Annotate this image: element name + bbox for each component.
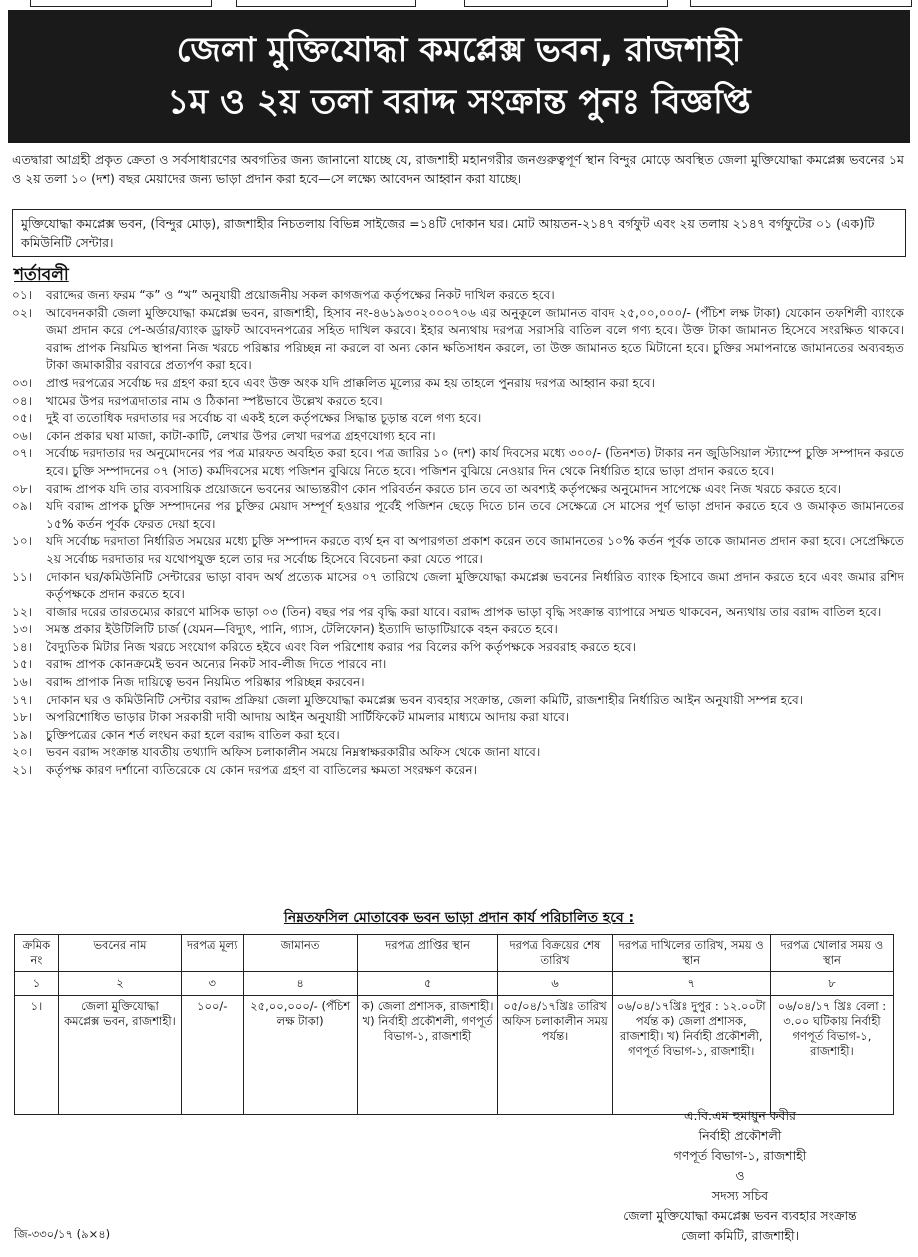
column-index-cell: ৫ xyxy=(357,972,498,996)
term-text: দুই বা ততোধিক দরদাতার দর সর্বোচ্চ বা একই হলে কর্তৃপক্ষের সিদ্ধান্ত চূড়ান্ত বলে গণ্য হবে। xyxy=(46,411,482,426)
schedule-heading xyxy=(0,906,918,930)
partial-box xyxy=(464,0,668,7)
signatory-office: গণপূর্ত বিভাগ-১, রাজশাহী xyxy=(673,1148,807,1163)
term-item xyxy=(12,305,904,375)
table-cell: জেলা মুক্তিযোদ্ধা কমপ্লেক্স ভবন, রাজশাহী। xyxy=(58,996,181,1115)
table-cell: ক) জেলা প্রশাসক, রাজশাহী। খ) নির্বাহী প্রকৌশলী, গণপূর্ত বিভাগ-১, রাজশাহী xyxy=(357,996,498,1115)
term-number: ১৫। xyxy=(12,657,33,672)
term-text: বরাদ্দ প্রাপক যদি তার ব্যবসায়িক প্রয়োজনে ভবনের আভ্যন্তরীণ কোন পরিবর্তন করতে চান তবে তা অবশ্যই কর্তৃপক্ষের অনুমোদন সাপেক্ষে এবং নিজ খরচে করতে হবে। xyxy=(46,481,842,496)
term-text: সর্বোচ্চ দরদাতার দর অনুমোদনের পর পত্র মারফত অবহিত করা হবে। পত্র জারির ১০ (দশ) কার্য দিবসের মধ্যে ৩০০/- (তিনশত) টাকার নন জুডিসিয়াল স্ট্যাম্পে চুক্তি সম্পাদন করতে হবে। চুক্তি সম্পাদনের ০৭ (সাত) কর্মদিবসের মধ্যে পজিশন বুঝিয়ে নিতে হবে। পজিশন বুঝিয়ে নেওয়ার দিন থেকে নির্ধারিত হারে ভাড়া প্রদান করতে হবে। xyxy=(46,446,904,478)
table-body xyxy=(15,972,894,1115)
term-item xyxy=(12,744,904,762)
signatory-name: এ.বি.এম হুমায়ুন কবীর xyxy=(684,1108,796,1123)
term-text: কর্তৃপক্ষ কারণ দর্শানো ব্যতিরেকে যে কোন দরপত্র গ্রহণ বা বাতিলের ক্ষমতা সংরক্ষণ করেন। xyxy=(46,763,478,778)
term-text: অপরিশোধিত ভাড়ার টাকা সরকারী দাবী আদায় আইন অনুযায়ী সার্টিফিকেট মামলার মাধ্যমে আদায় করা যাবে। xyxy=(46,710,570,725)
term-item xyxy=(12,569,904,604)
table-cell: ০৫/০৪/১৭খ্রিঃ তারিখ অফিস চলাকালীন সময় পর্যন্ত। xyxy=(498,996,612,1115)
intro-paragraph: এতদ্বারা আগ্রহী প্রকৃত ক্রেতা ও সর্বসাধারণের অবগতির জন্য জানানো যাচ্ছে যে, রাজশাহী মহানগরীর জনগুরুত্বপূর্ণ স্থান বিন্দুর মোড়ে অবস্থিত জেলা মুক্তিযোদ্ধা কমপ্লেক্স ভবনের ১ম ও ২য় তলা ১০ (দশ) বছর মেয়াদের জন্য ভাড়া প্রদান করা হবে—সে লক্ষ্যে আবেদন আহ্বান করা যাচ্ছে। xyxy=(12,152,904,186)
term-item xyxy=(12,498,904,533)
table-cell: ০৬/০৪/১৭ খ্রিঃ বেলা : ৩.০০ ঘটিকায় নির্বাহী গণপূর্ত বিভাগ-১, রাজশাহী। xyxy=(770,996,893,1115)
term-number: ০৬। xyxy=(12,428,33,443)
signatory-designation: নির্বাহী প্রকৌশলী xyxy=(698,1128,782,1143)
term-text: দোকান ঘর ও কমিউনিটি সেন্টার বরাদ্দ প্রক্রিয়া জেলা মুক্তিযোদ্ধা কমপ্লেক্স ভবন ব্যবহার সংক্রান্ত, জেলা কমিটি, রাজশাহীর নির্ধারিত আইন অনুযায়ী সম্পন্ন হবে। xyxy=(46,692,804,707)
term-item xyxy=(12,709,904,727)
signature-and: ও xyxy=(735,1168,745,1183)
term-number: ০৭। xyxy=(12,446,33,461)
term-item xyxy=(12,481,904,499)
column-index-cell: ১ xyxy=(15,972,59,996)
term-text: বরাদ্দ প্রাপাক নিজ দায়িত্বে ভবন নিয়মিত পরিষ্কার পরিচ্ছন্ন করবেন। xyxy=(46,675,365,690)
term-text: যদি বরাদ্দ প্রাপক চুক্তি সম্পাদনের পর চুক্তির মেয়াদ সম্পূর্ণ হওয়ার পূর্বেই পজিশন ছেড়ে দিতে চান তবে সেক্ষেত্রে সে মাসের পূর্ণ ভাড়া প্রদান করতে হবে ও জমাকৃত জামানতের ১৫% কর্তন পূর্বক ফেরত দেয়া হবে। xyxy=(46,499,904,531)
term-number: ১০। xyxy=(12,534,33,549)
term-text: বৈদ্যুতিক মিটার নিজ খরচে সংযোগ করিতে হইবে এবং বিল পরিশোধ করার পর বিলের কপি কর্তৃপক্ষকে সরবরাহ করতে হবে। xyxy=(46,639,636,654)
schedule-table xyxy=(14,934,894,1115)
term-item xyxy=(12,375,904,393)
terms-heading: শর্তাবলী xyxy=(14,265,69,285)
term-item xyxy=(12,445,904,480)
term-text: দোকান ঘর/কমিউনিটি সেন্টারের ভাড়া বাবদ অর্থ প্রত্যেক মাসের ০৭ তারিখে জেলা মুক্তিযোদ্ধা কমপ্লেক্স ভবনের নির্ধারিত ব্যাংক হিসাবে জমা প্রদান করতে হবে এবং জমার রশিদ কর্তৃপক্ষকে প্রদান করতে হবে। xyxy=(46,569,904,602)
table-cell: ২৫,০০,০০০/- (পঁচিশ লক্ষ টাকা) xyxy=(243,996,357,1115)
title-line-1: জেলা মুক্তিযোদ্ধা কমপ্লেক্স ভবন, রাজশাহী xyxy=(176,30,742,70)
column-header: দরপত্র খোলার সময় ও স্থান xyxy=(770,935,893,972)
terms-list xyxy=(12,287,904,780)
signatory-member: সদস্য সচিব xyxy=(711,1188,769,1203)
term-text: আবেদনকারী জেলা মুক্তিযোদ্ধা কমপ্লেক্স ভবন, রাজশাহী, হিসাব নং-৪৬১৯৩০২০০০৭০৬ এর অনুকূলে জামানত বাবদ ২৫,০০,০০০/- (পঁচিশ লক্ষ টাকা) যেকোন তফশিলী ব্যাংকে জমা প্রদান করে পে-অর্ডার/ব্যাংক ড্রাফট আবেদনপত্রের সহিত দাখিল করবে। ইহার অন্যথায় দরপত্র সরাসরি বাতিল বলে গণ্য হবে। উক্ত টাকা জামানত হিসেবে সংরক্ষিত থাকবে। বরাদ্দ প্রাপক নিয়মিত স্থাপনা নিজ খরচে পরিষ্কার পরিচ্ছন্ন না করলে বা অন্য কোন ক্ষতিসাধন করলে, তা উক্ত জামানত হতে মিটানো হবে। চুক্তির সমাপনান্তে জামানতের অব্যবহৃত টাকা জমাকারীর বরাবরে প্রত্যর্পণ করা হবে। xyxy=(46,305,904,373)
term-text: বাজার দরের তারতম্যের কারণে মাসিক ভাড়া ০৩ (তিন) বছর পর পর বৃদ্ধি করা যাবে। বরাদ্দ প্রাপক ভাড়া বৃদ্ধি সংক্রান্ত ব্যাপারে সম্মত থাকবেন, অন্যথায় তার বরাদ্দ বাতিল হবে। xyxy=(46,604,882,619)
term-text: বরাদ্দের জন্য ফরম “ক” ও “খ” অনুযায়ী প্রয়োজনীয় সকল কাগজপত্র কর্তৃপক্ষের নিকট দাখিল করতে হবে। xyxy=(46,288,555,302)
term-number: ২০। xyxy=(12,745,33,760)
column-header: দরপত্র প্রাপ্তির স্থান xyxy=(357,935,498,972)
column-index-cell: ৮ xyxy=(770,972,893,996)
term-item xyxy=(12,656,904,674)
column-header: দরপত্র মূল্য xyxy=(181,935,243,972)
term-number: ০৯। xyxy=(12,499,33,514)
term-number: ০৮। xyxy=(12,481,33,496)
term-text: কোন প্রকার ঘষা মাজা, কাটা-কাটি, লেখার উপর লেখা দরপত্র গ্রহণযোগ্য হবে না। xyxy=(46,428,436,443)
title-line-2: ১ম ও ২য় তলা বরাদ্দ সংক্রান্ত পুনঃ বিজ্ঞপ্তি xyxy=(167,82,751,122)
property-description-box: মুক্তিযোদ্ধা কমপ্লেক্স ভবন, (বিন্দুর মোড়), রাজশাহীর নিচতলায় বিভিন্ন সাইজের =১৪টি দোকান ঘর। মোট আয়তন-২১৪৭ বর্গফুট এবং ২য় তলায় ২১৪৭ বর্গফুটের ০১ (এক)টি কমিউনিটি সেন্টার। xyxy=(12,209,906,257)
term-number: ১৪। xyxy=(12,639,33,654)
signature-block xyxy=(580,1106,900,1246)
signatory-committee: জেলা মুক্তিযোদ্ধা কমপ্লেক্স ভবন ব্যবহার সংক্রান্ত xyxy=(623,1208,857,1223)
column-header: দরপত্র দাখিলের তারিখ, সময় ও স্থান xyxy=(612,935,770,972)
column-index-cell: ৪ xyxy=(243,972,357,996)
term-number: ১৬। xyxy=(12,675,33,690)
table-cell: ১। xyxy=(15,996,59,1115)
partial-box xyxy=(690,0,912,7)
term-item xyxy=(12,287,904,305)
term-number: ০৫। xyxy=(12,411,33,426)
top-edge-boxes xyxy=(0,0,918,10)
term-item xyxy=(12,410,904,428)
term-number: ০৪। xyxy=(12,393,33,408)
term-text: সমস্ত প্রকার ইউটিলিটি চার্জ (যেমন—বিদ্যুৎ, পানি, গ্যাস, টেলিফোন) ইত্যাদি ভাড়াটিয়াকে বহন করতে হবে। xyxy=(46,622,558,637)
term-number: ১৮। xyxy=(12,710,33,725)
term-number: ১২। xyxy=(12,604,33,619)
term-text: চুক্তিপত্রের কোন শর্ত লংঘন করা হলে বরাদ্দ বাতিল করা হবে। xyxy=(46,727,340,742)
term-item xyxy=(12,604,904,622)
term-number: ১৭। xyxy=(12,692,33,707)
schedule-heading-text: নিম্নতফসিল মোতাবেক ভবন ভাড়া প্রদান কার্য পরিচালিত হবে : xyxy=(283,910,635,926)
column-index-cell: ৭ xyxy=(612,972,770,996)
table-cell: ১০০/- xyxy=(181,996,243,1115)
term-item xyxy=(12,621,904,639)
partial-box xyxy=(30,0,212,7)
term-number: ১৯। xyxy=(12,727,33,742)
table-header-row xyxy=(15,935,894,972)
term-number: ১৩। xyxy=(12,622,33,637)
column-index-cell: ৬ xyxy=(498,972,612,996)
column-index-cell: ২ xyxy=(58,972,181,996)
term-item xyxy=(12,639,904,657)
signatory-committee-2: জেলা কমিটি, রাজশাহী। xyxy=(680,1228,800,1243)
table-cell: ০৬/০৪/১৭খ্রিঃ দুপুর : ১২.০০টা পর্যন্ত ক) জেলা প্রশাসক, রাজশাহী। খ) নির্বাহী প্রকৌশলী, গণপূর্ত বিভাগ-১, রাজশাহী। xyxy=(612,996,770,1115)
table-row xyxy=(15,996,894,1115)
term-text: প্রাপ্ত দরপত্রের সর্বোচ্চ দর গ্রহণ করা হবে এবং উক্ত অংক যদি প্রাক্কলিত মূল্যের কম হয় তাহলে পুনরায় দরপত্র আহ্বান করা হবে। xyxy=(46,375,655,390)
column-header: ক্রমিক নং xyxy=(15,935,59,972)
term-text: যদি সর্বোচ্চ দরদাতা নির্ধারিত সময়ের মধ্যে চুক্তি সম্পাদন করতে ব্যর্থ হন বা অপারগতা প্রকাশ করেন তবে জামানতের ১০% কর্তন পূর্বক তাকে জামানত প্রদান করা হবে। সেপ্রেক্ষিতে ২য় সর্বোচ্চ দরদাতার দর যথোপযুক্ত হলে তার দর সর্বোচ্চ হিসেবে বিবেচনা করা যেতে পারে। xyxy=(46,534,904,566)
column-header: দরপত্র বিক্রয়ের শেষ তারিখ xyxy=(498,935,612,972)
term-text: ভবন বরাদ্দ সংক্রান্ত যাবতীয় তথ্যাদি অফিস চলাকালীন সময়ে নিম্নস্বাক্ষরকারীর অফিস থেকে জানা যাবে। xyxy=(46,745,541,760)
column-header: ভবনের নাম xyxy=(58,935,181,972)
term-item xyxy=(12,674,904,692)
term-text: বরাদ্দ প্রাপক কোনক্রমেই ভবন অন্যের নিকট সাব-লীজ দিতে পারবে না। xyxy=(46,657,387,672)
partial-box xyxy=(236,0,416,7)
term-number: ২১। xyxy=(12,763,33,778)
column-index-cell: ৩ xyxy=(181,972,243,996)
term-number: ০২। xyxy=(12,305,33,320)
column-index-row xyxy=(15,972,894,996)
term-number: ১১। xyxy=(12,569,33,584)
term-text: খামের উপর দরপত্রদাতার নাম ও ঠিকানা স্পষ্টভাবে উল্লেখ করতে হবে। xyxy=(46,393,383,408)
term-item xyxy=(12,393,904,411)
term-item xyxy=(12,692,904,710)
term-item xyxy=(12,533,904,568)
term-number: ০৩। xyxy=(12,375,33,390)
term-item xyxy=(12,727,904,745)
reference-number: জি-৩৩০/১৭ (৯×৪) xyxy=(14,1227,111,1241)
term-number: ০১। xyxy=(12,288,33,302)
term-item xyxy=(12,428,904,446)
column-header: জামানত xyxy=(243,935,357,972)
term-item xyxy=(12,762,904,780)
title-banner xyxy=(8,10,910,143)
